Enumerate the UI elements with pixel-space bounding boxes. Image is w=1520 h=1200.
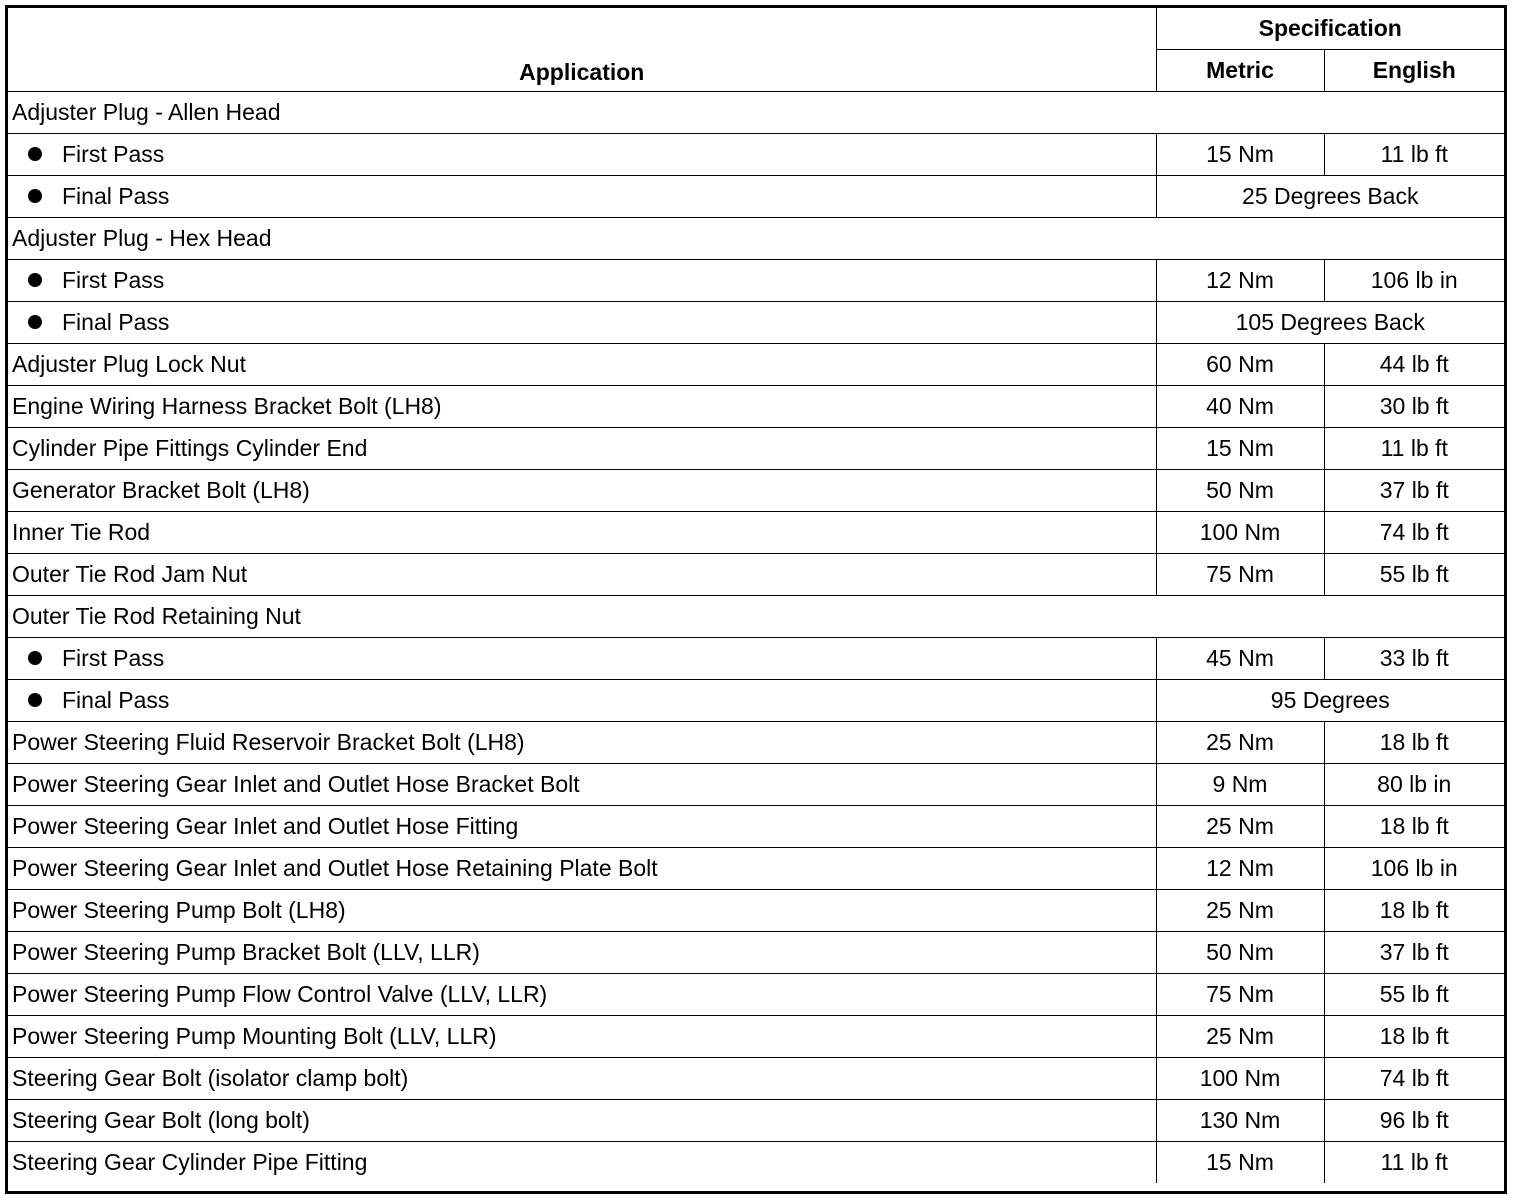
application-cell xyxy=(8,344,1156,386)
bullet-icon xyxy=(28,315,42,329)
application-cell xyxy=(8,1100,1156,1142)
english-cell: 106 lb in xyxy=(1324,260,1504,302)
metric-cell: 15 Nm xyxy=(1156,134,1324,176)
application-label: Generator Bracket Bolt (LH8) xyxy=(12,477,310,503)
table-row xyxy=(8,1142,1504,1184)
application-cell xyxy=(8,134,1156,176)
english-cell: 30 lb ft xyxy=(1324,386,1504,428)
application-cell xyxy=(8,176,1156,218)
english-cell: 37 lb ft xyxy=(1324,932,1504,974)
table-row xyxy=(8,344,1504,386)
english-cell: 55 lb ft xyxy=(1324,974,1504,1016)
english-cell: 74 lb ft xyxy=(1324,1058,1504,1100)
table-row xyxy=(8,428,1504,470)
application-label: Power Steering Pump Bolt (LH8) xyxy=(12,897,346,923)
application-cell xyxy=(8,260,1156,302)
application-cell xyxy=(8,848,1156,890)
sub-row xyxy=(8,134,1504,176)
metric-cell: 25 Nm xyxy=(1156,1016,1324,1058)
application-cell xyxy=(8,932,1156,974)
english-cell: 44 lb ft xyxy=(1324,344,1504,386)
group-row xyxy=(8,596,1504,638)
english-cell: 11 lb ft xyxy=(1324,428,1504,470)
sub-row xyxy=(8,260,1504,302)
torque-spec-table-frame xyxy=(5,5,1507,1194)
table-row xyxy=(8,1016,1504,1058)
torque-spec-table xyxy=(8,8,1504,1183)
application-label: Adjuster Plug Lock Nut xyxy=(12,351,246,377)
sub-row xyxy=(8,638,1504,680)
metric-cell: 60 Nm xyxy=(1156,344,1324,386)
application-cell xyxy=(8,806,1156,848)
table-row xyxy=(8,932,1504,974)
metric-header: Metric xyxy=(1156,50,1324,92)
combined-spec-cell: 25 Degrees Back xyxy=(1156,176,1504,218)
application-label: First Pass xyxy=(62,645,165,671)
application-cell xyxy=(8,638,1156,680)
table-row xyxy=(8,722,1504,764)
table-row xyxy=(8,386,1504,428)
metric-cell: 75 Nm xyxy=(1156,554,1324,596)
bullet-icon xyxy=(28,693,42,707)
table-body xyxy=(8,92,1504,1184)
application-cell xyxy=(8,596,1504,638)
application-cell xyxy=(8,512,1156,554)
metric-cell: 40 Nm xyxy=(1156,386,1324,428)
application-label: Adjuster Plug - Allen Head xyxy=(12,99,281,125)
english-cell: 55 lb ft xyxy=(1324,554,1504,596)
application-label: Power Steering Pump Mounting Bolt (LLV, LLR) xyxy=(12,1023,497,1049)
application-label: Final Pass xyxy=(62,183,170,209)
specification-header: Specification xyxy=(1156,8,1504,50)
sub-row xyxy=(8,680,1504,722)
application-label: Power Steering Gear Inlet and Outlet Hose Fitting xyxy=(12,813,519,839)
application-label: Inner Tie Rod xyxy=(12,519,151,545)
table-row xyxy=(8,1100,1504,1142)
metric-cell: 130 Nm xyxy=(1156,1100,1324,1142)
application-cell xyxy=(8,470,1156,512)
application-cell xyxy=(8,428,1156,470)
bullet-icon xyxy=(28,147,42,161)
english-cell: 37 lb ft xyxy=(1324,470,1504,512)
english-cell: 11 lb ft xyxy=(1324,134,1504,176)
metric-cell: 25 Nm xyxy=(1156,806,1324,848)
english-cell: 80 lb in xyxy=(1324,764,1504,806)
application-label: Cylinder Pipe Fittings Cylinder End xyxy=(12,435,368,461)
table-row xyxy=(8,806,1504,848)
english-cell: 74 lb ft xyxy=(1324,512,1504,554)
metric-cell: 15 Nm xyxy=(1156,1142,1324,1184)
combined-spec-cell: 105 Degrees Back xyxy=(1156,302,1504,344)
application-cell xyxy=(8,218,1504,260)
table-row xyxy=(8,890,1504,932)
bullet-icon xyxy=(28,189,42,203)
table-row xyxy=(8,512,1504,554)
english-cell: 18 lb ft xyxy=(1324,890,1504,932)
bullet-icon xyxy=(28,651,42,665)
application-cell xyxy=(8,92,1504,134)
sub-row xyxy=(8,302,1504,344)
application-label: Outer Tie Rod Jam Nut xyxy=(12,561,248,587)
application-label: Adjuster Plug - Hex Head xyxy=(12,225,272,251)
metric-cell: 75 Nm xyxy=(1156,974,1324,1016)
application-label: Steering Gear Bolt (isolator clamp bolt) xyxy=(12,1065,409,1091)
application-label: Power Steering Fluid Reservoir Bracket Bolt (LH8) xyxy=(12,729,525,755)
application-label: Engine Wiring Harness Bracket Bolt (LH8) xyxy=(12,393,442,419)
application-label: Steering Gear Cylinder Pipe Fitting xyxy=(12,1149,368,1175)
english-cell: 18 lb ft xyxy=(1324,722,1504,764)
table-row xyxy=(8,1058,1504,1100)
english-header: English xyxy=(1324,50,1504,92)
table-row xyxy=(8,848,1504,890)
metric-cell: 15 Nm xyxy=(1156,428,1324,470)
application-cell xyxy=(8,1142,1156,1184)
sub-row xyxy=(8,176,1504,218)
table-row xyxy=(8,470,1504,512)
metric-cell: 25 Nm xyxy=(1156,722,1324,764)
metric-cell: 12 Nm xyxy=(1156,848,1324,890)
english-cell: 33 lb ft xyxy=(1324,638,1504,680)
application-label: Final Pass xyxy=(62,687,170,713)
english-cell: 106 lb in xyxy=(1324,848,1504,890)
application-cell xyxy=(8,974,1156,1016)
group-row xyxy=(8,92,1504,134)
table-row xyxy=(8,974,1504,1016)
table-row xyxy=(8,764,1504,806)
table-row xyxy=(8,554,1504,596)
metric-cell: 50 Nm xyxy=(1156,932,1324,974)
combined-spec-cell: 95 Degrees xyxy=(1156,680,1504,722)
application-label: Steering Gear Bolt (long bolt) xyxy=(12,1107,310,1133)
english-cell: 11 lb ft xyxy=(1324,1142,1504,1184)
application-cell xyxy=(8,1016,1156,1058)
metric-cell: 12 Nm xyxy=(1156,260,1324,302)
application-label: First Pass xyxy=(62,141,165,167)
application-cell xyxy=(8,386,1156,428)
metric-cell: 100 Nm xyxy=(1156,1058,1324,1100)
english-cell: 18 lb ft xyxy=(1324,806,1504,848)
application-label: Power Steering Pump Flow Control Valve (LLV, LLR) xyxy=(12,981,548,1007)
english-cell: 18 lb ft xyxy=(1324,1016,1504,1058)
english-cell: 96 lb ft xyxy=(1324,1100,1504,1142)
table-header xyxy=(8,8,1504,92)
application-label: Outer Tie Rod Retaining Nut xyxy=(12,603,301,629)
application-header: Application xyxy=(8,8,1156,92)
metric-cell: 45 Nm xyxy=(1156,638,1324,680)
application-label: First Pass xyxy=(62,267,165,293)
application-label: Power Steering Gear Inlet and Outlet Hose Retaining Plate Bolt xyxy=(12,855,658,881)
application-cell xyxy=(8,302,1156,344)
metric-cell: 50 Nm xyxy=(1156,470,1324,512)
application-label: Power Steering Gear Inlet and Outlet Hose Bracket Bolt xyxy=(12,771,580,797)
application-cell xyxy=(8,680,1156,722)
bullet-icon xyxy=(28,273,42,287)
application-label: Power Steering Pump Bracket Bolt (LLV, LLR) xyxy=(12,939,480,965)
application-cell xyxy=(8,764,1156,806)
metric-cell: 100 Nm xyxy=(1156,512,1324,554)
application-cell xyxy=(8,1058,1156,1100)
application-cell xyxy=(8,722,1156,764)
metric-cell: 9 Nm xyxy=(1156,764,1324,806)
group-row xyxy=(8,218,1504,260)
application-cell xyxy=(8,554,1156,596)
application-cell xyxy=(8,890,1156,932)
application-label: Final Pass xyxy=(62,309,170,335)
metric-cell: 25 Nm xyxy=(1156,890,1324,932)
